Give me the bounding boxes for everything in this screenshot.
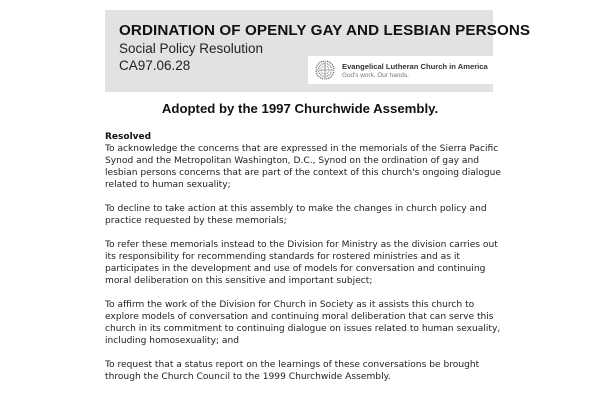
document-type: Social Policy Resolution bbox=[119, 41, 264, 56]
elca-logo bbox=[308, 56, 493, 84]
adopted-heading: Adopted by the 1997 Churchwide Assembly. bbox=[161, 101, 439, 116]
document-header bbox=[105, 10, 531, 92]
resolution-paragraph: To decline to take action at this assembly to make the changes in church policy and practice requested by these memorials; bbox=[105, 204, 487, 226]
section-label-resolved: Resolved bbox=[105, 132, 152, 142]
resolution-paragraph: To affirm the work of the Division for Church in Society as it assists this church to explore models of conversation and continuing moral deliberation that can serve this church in its commitment to continuing dialogue on issues related to human sexuality, including homosexuality; and bbox=[105, 300, 501, 346]
document-title: ORDINATION OF OPENLY GAY AND LESBIAN PERSONS bbox=[119, 22, 531, 39]
resolution-paragraph: To refer these memorials instead to the Division for Ministry as the division carries out its responsibility for recommending standards for rostered ministries and as it participates in the development and use of models for conversation and continuing moral deliberation on this sensitive and important subject; bbox=[105, 240, 498, 286]
resolution-body bbox=[105, 131, 505, 395]
resolution-paragraph: To acknowledge the concerns that are expressed in the memorials of the Sierra Pacific Synod and the Metropolitan Washington, D.C., Synod on the ordination of gay and lesbian persons concerns that are part of the context of this church's ongoing dialogue related to human sexuality; bbox=[105, 144, 502, 190]
resolution-code: CA97.06.28 bbox=[119, 58, 191, 73]
elca-cross-globe-icon bbox=[315, 60, 335, 80]
logo-organization-name: Evangelical Lutheran Church in America bbox=[342, 62, 488, 71]
logo-tagline: God's work. Our hands. bbox=[342, 72, 409, 79]
resolution-paragraph: To request that a status report on the learnings of these conversations be brought through the Church Council to the 1999 Churchwide Assembly. bbox=[105, 360, 480, 382]
